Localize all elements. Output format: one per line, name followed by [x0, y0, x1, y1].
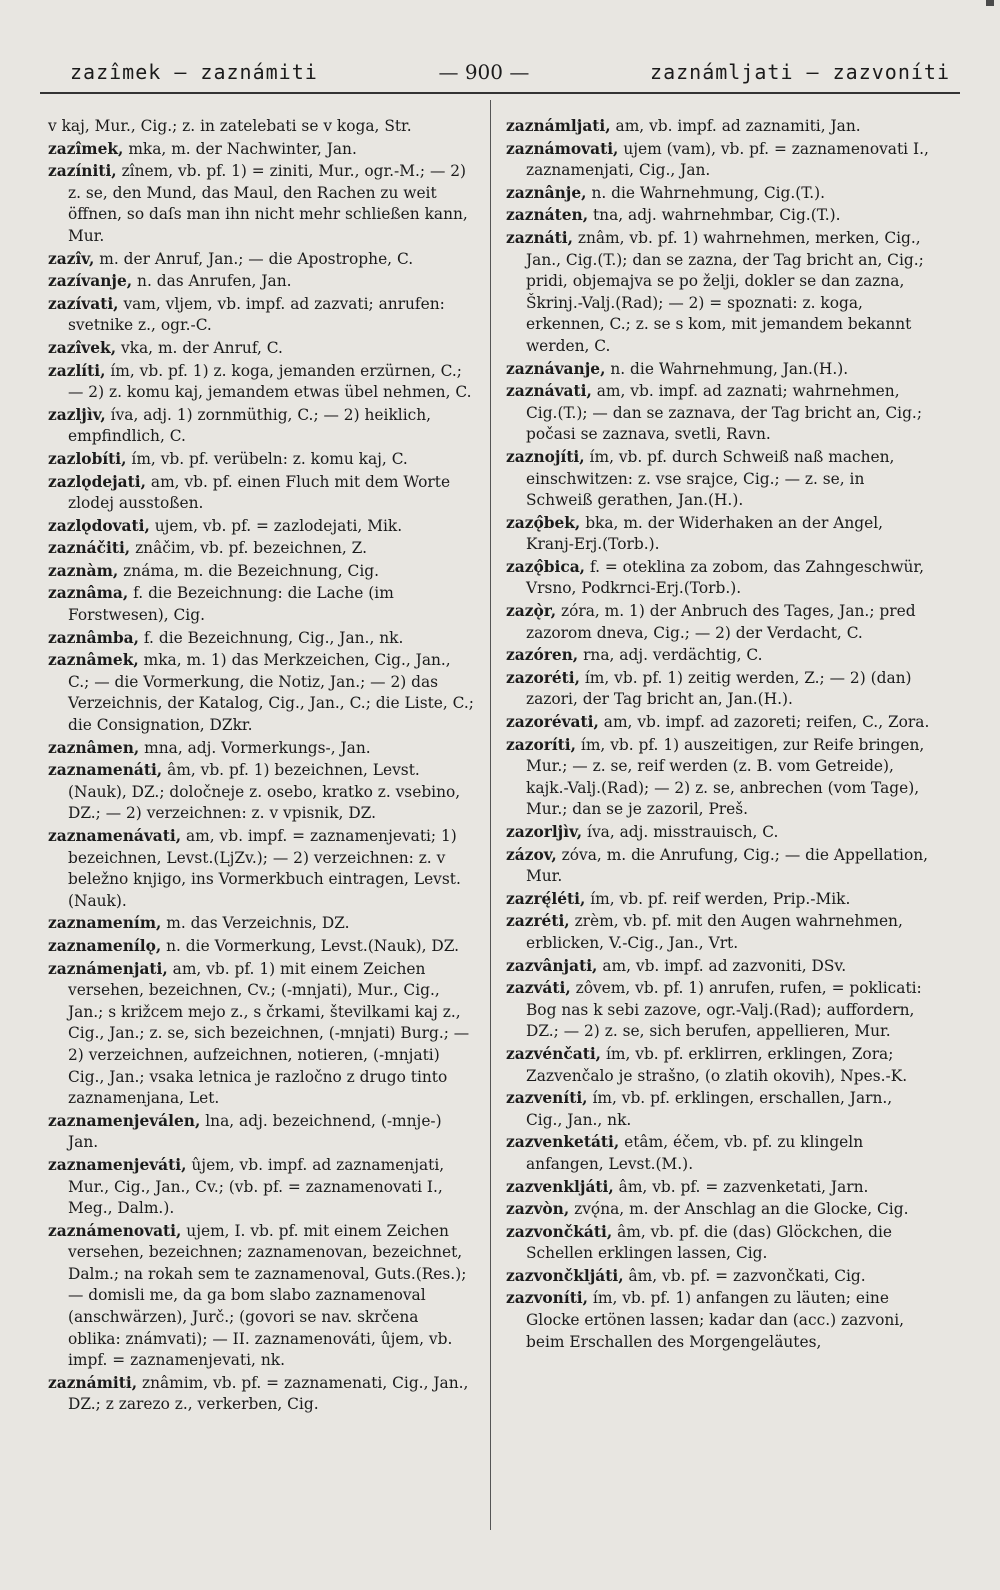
dictionary-entry [506, 116, 932, 138]
dictionary-entry [48, 139, 474, 161]
entry-headword: zaznámenovati, [48, 1221, 182, 1240]
entry-definition: âm, vb. pf. 1) bezeichnen, Levst. (Nauk), DZ.; določneje z. osebo, kratko z. vsebino, DZ.; — 2) verzeichnen: z. v vpisnik, DZ. [68, 761, 461, 823]
entry-headword: zazorljìv, [506, 823, 583, 841]
entry-headword: zazváti, [506, 979, 571, 998]
entry-definition: v kaj, Mur., Cig.; z. in zatelebati se v koga, Str. [48, 117, 412, 135]
entry-definition: ím, vb. pf. erklirren, erklingen, Zora; Zazvenčalo je strašno, (o zlatih okovih), Npes.-K. [526, 1044, 908, 1085]
entry-definition: rna, adj. verdächtig, C. [583, 646, 763, 665]
entry-headword: zazóren, [506, 646, 579, 665]
dictionary-entry [506, 645, 932, 667]
dictionary-entry [506, 911, 932, 954]
entry-headword: zazíniti, [48, 162, 117, 181]
page-edge-mark [986, 0, 994, 6]
dictionary-entry [506, 228, 932, 358]
entry-definition: m. das Verzeichnis, DZ. [166, 914, 350, 933]
entry-headword: zazlǫdejati, [48, 472, 146, 491]
entry-definition: f. die Bezeichnung, Cig., Jan., nk. [143, 628, 404, 647]
entry-headword: zaznamenjeváti, [48, 1155, 187, 1174]
entry-headword: zázov, [506, 845, 557, 864]
entry-definition: am, vb. pf. 1) mit einem Zeichen versehen, bezeichnen, Cv.; (-mnjati), Mur., Cig., Jan.; s križcem mejo z., s črkami, številkami kaj z., Cig., Jan.; z. se, sich bezeichnen, (-mnjati) Burg.; — 2) verzeichnen, aufzeichnen, notieren, (-mnjati) Cig., Jan.; vsaka letnica je razločno z drugo tinto zaznamenjana, Let. [68, 959, 470, 1108]
entry-headword: zazvânjati, [506, 956, 598, 975]
entry-definition: âm, vb. pf. = zazvenketati, Jarn. [618, 1177, 869, 1196]
header-rule [40, 92, 960, 94]
dictionary-entry [48, 449, 474, 471]
entry-definition: vka, m. der Anruf, C. [120, 338, 283, 357]
dictionary-entry [48, 361, 474, 404]
entry-headword: zazîvek, [48, 338, 117, 357]
dictionary-entry [506, 712, 932, 734]
entry-definition: ím, vb. pf. 1) anfangen zu läuten; eine Glocke ertönen lassen; kadar dan (acc.) zazvoni, beim Erschallen des Morgengeläutes, [526, 1289, 905, 1351]
entry-headword: zaznámenjati, [48, 959, 168, 978]
entry-definition: f. die Bezeichnung: die Lache (im Forstwesen), Cig. [68, 584, 394, 625]
dictionary-entry [48, 936, 474, 958]
entry-definition: ím, vb. pf. 1) z. koga, jemanden erzürnen, C.; — 2) z. komu kaj, jemandem etwas übel nehmen, C. [68, 361, 472, 402]
entry-headword: zazvòn, [506, 1200, 570, 1219]
left-column [48, 116, 474, 1417]
dictionary-entry [506, 1132, 932, 1175]
entry-headword: zaznávanje, [506, 359, 606, 378]
dictionary-entry [48, 826, 474, 912]
entry-definition: ím, vb. pf. reif werden, Prip.-Mik. [590, 889, 851, 908]
dictionary-entry [48, 913, 474, 935]
entry-headword: zaznâmek, [48, 651, 139, 670]
dictionary-entry [506, 359, 932, 381]
entry-headword: zazlíti, [48, 361, 106, 380]
entry-headword: zazréti, [506, 912, 570, 931]
dictionary-entry [48, 650, 474, 736]
entry-definition: bka, m. der Widerhaken an der Angel, Kranj-Erj.(Torb.). [526, 513, 884, 554]
entry-definition: zrèm, vb. pf. mit den Augen wahrnehmen, erblicken, V.-Cig., Jan., Vrt. [526, 912, 903, 952]
entry-definition: íva, adj. misstrauisch, C. [587, 823, 779, 841]
entry-headword: zazveníti, [506, 1089, 588, 1108]
dictionary-entry [506, 889, 932, 911]
dictionary-entry [506, 447, 932, 512]
dictionary-entry [48, 738, 474, 760]
entry-headword: zaznâma, [48, 584, 129, 603]
header-right-guide-words: zaznámljati — zazvoníti [650, 60, 950, 84]
dictionary-entry [506, 1044, 932, 1087]
entry-definition: am, vb. impf. ad zaznamiti, Jan. [615, 117, 861, 135]
dictionary-entry [506, 735, 932, 821]
entry-headword: zaznámiti, [48, 1373, 138, 1392]
dictionary-entry [48, 1221, 474, 1372]
dictionary-entry [48, 294, 474, 337]
dictionary-entry [506, 513, 932, 556]
entry-definition: zóra, m. 1) der Anbruch des Tages, Jan.; pred zazorom dneva, Cig.; — 2) der Verdacht, C. [526, 602, 916, 642]
entry-definition: âm, vb. pf. die (das) Glöckchen, die Schellen erklingen lassen, Cig. [526, 1222, 892, 1263]
entry-headword: zazljìv, [48, 405, 106, 424]
entry-definition: íva, adj. 1) zornmüthig, C.; — 2) heiklich, empfindlich, C. [68, 405, 432, 446]
entry-definition: am, vb. pf. einen Fluch mit dem Worte zlodej ausstoßen. [68, 472, 451, 513]
dictionary-entry [506, 205, 932, 227]
entry-headword: zaznávati, [506, 382, 592, 401]
dictionary-entry [506, 1088, 932, 1131]
entry-definition: známa, m. die Bezeichnung, Cig. [123, 561, 379, 580]
dictionary-entry [506, 668, 932, 711]
entry-definition: n. die Wahrnehmung, Cig.(T.). [591, 183, 826, 202]
dictionary-entry [48, 628, 474, 650]
entry-headword: zaznáten, [506, 206, 589, 225]
entry-headword: zazlǫdovati, [48, 516, 150, 535]
entry-headword: zazoríti, [506, 735, 576, 754]
dictionary-entry [48, 405, 474, 448]
entry-headword: zaznamením, [48, 914, 162, 933]
entry-definition: ím, vb. pf. verübeln: z. komu kaj, C. [131, 449, 408, 468]
dictionary-entry [506, 601, 932, 644]
entry-definition: am, vb. impf. ad zaznati; wahrnehmen, Cig.(T.); — dan se zaznava, der Tag bricht an, Cig.; počasi se zaznava, svetli, Ravn. [526, 382, 923, 444]
entry-headword: zaznamenáti, [48, 761, 163, 780]
dictionary-entry [48, 1111, 474, 1154]
entry-headword: zazîv, [48, 249, 95, 268]
entry-definition: mka, m. 1) das Merkzeichen, Cig., Jan., C.; — die Vormerkung, die Notiz, Jan.; — 2) das Verzeichnis, der Katalog, Cig., Jan., C.; die Liste, C.; die Consignation, DZkr. [68, 651, 474, 735]
entry-headword: zaznamenjeválen, [48, 1111, 201, 1130]
dictionary-entry [48, 271, 474, 293]
dictionary-entry [48, 561, 474, 583]
entry-definition: zôvem, vb. pf. 1) anrufen, rufen, = poklicati: Bog nas k sebi zazove, ogr.-Valj.(Rad); auffordern, DZ.; — 2) z. se, sich berufen, appellieren, Mur. [526, 979, 922, 1041]
dictionary-entry [48, 161, 474, 247]
entry-headword: zazvončkáti, [506, 1222, 613, 1241]
entry-definition: ím, vb. pf. durch Schweiß naß machen, einschwitzen: z. vse srajce, Cig.; — z. se, in Schweiß gerathen, Jan.(H.). [526, 447, 895, 510]
entry-headword: zazvénčati, [506, 1044, 602, 1063]
dictionary-entry [48, 516, 474, 538]
dictionary-entry [506, 1199, 932, 1221]
entry-definition: tna, adj. wahrnehmbar, Cig.(T.). [592, 206, 841, 225]
dictionary-entry [48, 472, 474, 515]
dictionary-entry [506, 1266, 932, 1288]
entry-headword: zazoréti, [506, 668, 580, 687]
entry-headword: zaznáčiti, [48, 539, 131, 558]
dictionary-entry [506, 381, 932, 446]
entry-headword: zazvenketáti, [506, 1133, 620, 1152]
dictionary-entry [506, 1288, 932, 1353]
entry-definition: f. = oteklina za zobom, das Zahngeschwür, Vrsno, Podkrnci-Erj.(Torb.). [526, 557, 924, 598]
dictionary-entry [48, 249, 474, 271]
dictionary-entry [506, 557, 932, 600]
entry-definition: lna, adj. bezeichnend, (-mnje-) Jan. [68, 1111, 442, 1152]
entry-headword: zazvončkljáti, [506, 1266, 624, 1285]
entry-headword: zaznáti, [506, 228, 573, 247]
page-number: — 900 — [438, 60, 530, 84]
dictionary-entry [506, 183, 932, 205]
entry-headword: zazlobíti, [48, 449, 127, 468]
entry-definition: n. die Wahrnehmung, Jan.(H.). [610, 359, 849, 378]
dictionary-entry [48, 583, 474, 626]
dictionary-entry [506, 822, 932, 844]
entry-definition: ujem, I. vb. pf. mit einem Zeichen versehen, bezeichnen; zaznamenovan, bezeichnet, Dalm.; na rokah sem te zaznamenoval, Guts.(Res.); — domisli me, da ga bom slabo zaznamenoval (anschwärzen), Jurč.; (govori se nav. skrčena oblika: známvati); — II. zaznamenováti, ûjem, vb. impf. = zaznamenjevati, nk. [68, 1221, 467, 1370]
entry-definition: znâmim, vb. pf. = zaznamenati, Cig., Jan., DZ.; z zarezo z., verkerben, Cig. [68, 1373, 469, 1414]
entry-definition: mna, adj. Vormerkungs-, Jan. [144, 738, 371, 757]
dictionary-entry [506, 845, 932, 888]
entry-definition: etâm, éčem, vb. pf. zu klingeln anfangen, Levst.(M.). [526, 1133, 864, 1173]
entry-definition: znâčim, vb. pf. bezeichnen, Z. [135, 539, 367, 558]
entry-headword: zaznojíti, [506, 447, 585, 466]
entry-definition: ím, vb. pf. erklingen, erschallen, Jarn., Cig., Jan., nk. [526, 1089, 893, 1129]
dictionary-entry [48, 538, 474, 560]
dictionary-entry [506, 139, 932, 182]
entry-definition: am, vb. impf. ad zazoreti; reifen, C., Zora. [603, 713, 930, 732]
dictionary-entry [48, 338, 474, 360]
entry-headword: zazǫ̂bek, [506, 513, 581, 532]
dictionary-entry [48, 116, 474, 138]
entry-headword: zazvoníti, [506, 1289, 589, 1308]
dictionary-entry [506, 956, 932, 978]
entry-headword: zazívati, [48, 294, 119, 313]
entry-definition: ûjem, vb. impf. ad zaznamenjati, Mur., Cig., Jan., Cv.; (vb. pf. = zaznamenovati I., Meg., Dalm.). [68, 1155, 445, 1218]
entry-definition: am, vb. impf. = zaznamenjevati; 1) bezeichnen, Levst.(LjZv.); — 2) verzeichnen: z. v beležno knjigo, ins Vormerkbuch eintragen, Levst.(Nauk). [68, 827, 461, 910]
entry-definition: zóva, m. die Anrufung, Cig.; — die Appellation, Mur. [526, 845, 929, 886]
entry-headword: zaznamenílǫ, [48, 936, 162, 955]
entry-headword: zaznamenávati, [48, 827, 182, 845]
dictionary-entry [506, 1177, 932, 1199]
entry-definition: znâm, vb. pf. 1) wahrnehmen, merken, Cig., Jan., Cig.(T.); dan se zazna, der Tag bricht an, Cig.; pridi, objemajva se po želji, dokler se dan zazna, Škrinj.-Valj.(Rad); — 2) = spoznati: z. koga, erkennen, C.; z. se s kom, mit jemandem bekannt werden, C. [526, 228, 924, 355]
entry-headword: zaznàm, [48, 561, 119, 580]
entry-definition: m. der Anruf, Jan.; — die Apostrophe, C. [99, 249, 414, 268]
entry-headword: zaznámovati, [506, 139, 619, 158]
entry-headword: zaznânje, [506, 183, 587, 202]
entry-definition: mka, m. der Nachwinter, Jan. [128, 139, 357, 158]
dictionary-entry [506, 1222, 932, 1265]
column-divider [490, 100, 491, 1530]
dictionary-entry [48, 959, 474, 1110]
right-column [506, 116, 932, 1354]
entry-headword: zazǫ̂bica, [506, 557, 586, 576]
dictionary-entry [48, 760, 474, 825]
entry-definition: vam, vljem, vb. impf. ad zazvati; anrufen: svetnike z., ogr.-C. [68, 294, 445, 335]
page-header [70, 52, 950, 92]
entry-headword: zaznámljati, [506, 117, 611, 135]
entry-definition: n. die Vormerkung, Levst.(Nauk), DZ. [166, 936, 460, 955]
entry-headword: zazorévati, [506, 713, 599, 732]
entry-definition: zvǫ́na, m. der Anschlag an die Glocke, Cig. [574, 1200, 909, 1219]
dictionary-entry [48, 1155, 474, 1220]
entry-headword: zaznâmba, [48, 628, 139, 647]
entry-headword: zazvenkljáti, [506, 1177, 614, 1196]
entry-definition: zînem, vb. pf. 1) = ziniti, Mur., ogr.-M.; — 2) z. se, den Mund, das Maul, den Rachen zu weit öffnen, so daſs man ihn nicht mehr schließen kann, Mur. [68, 162, 468, 245]
entry-headword: zazívanje, [48, 272, 133, 291]
entry-headword: zazrę́léti, [506, 889, 586, 908]
dictionary-entry [506, 978, 932, 1043]
entry-definition: n. das Anrufen, Jan. [137, 272, 292, 291]
dictionary-entry [48, 1373, 474, 1416]
entry-headword: zazîmek, [48, 139, 124, 158]
header-left-guide-words: zazîmek — zaznámiti [70, 60, 318, 84]
entry-definition: ím, vb. pf. 1) zeitig werden, Z.; — 2) (dan) zazori, der Tag bricht an, Jan.(H.). [526, 668, 912, 709]
entry-definition: am, vb. impf. ad zazvoniti, DSv. [602, 956, 847, 975]
entry-definition: ím, vb. pf. 1) auszeitigen, zur Reife bringen, Mur.; — z. se, reif werden (z. B. vom Getreide), kajk.-Valj.(Rad); — 2) z. se, anbrechen (vom Tage), Mur.; dan se je zazoril, Preš. [526, 735, 925, 819]
entry-definition: âm, vb. pf. = zazvončkati, Cig. [628, 1266, 866, 1285]
entry-headword: zaznâmen, [48, 738, 140, 757]
entry-definition: ujem (vam), vb. pf. = zaznamenovati I., zaznamenjati, Cig., Jan. [526, 139, 929, 180]
entry-definition: ujem, vb. pf. = zazlodejati, Mik. [154, 516, 403, 535]
entry-headword: zazǫ̀r, [506, 602, 557, 621]
